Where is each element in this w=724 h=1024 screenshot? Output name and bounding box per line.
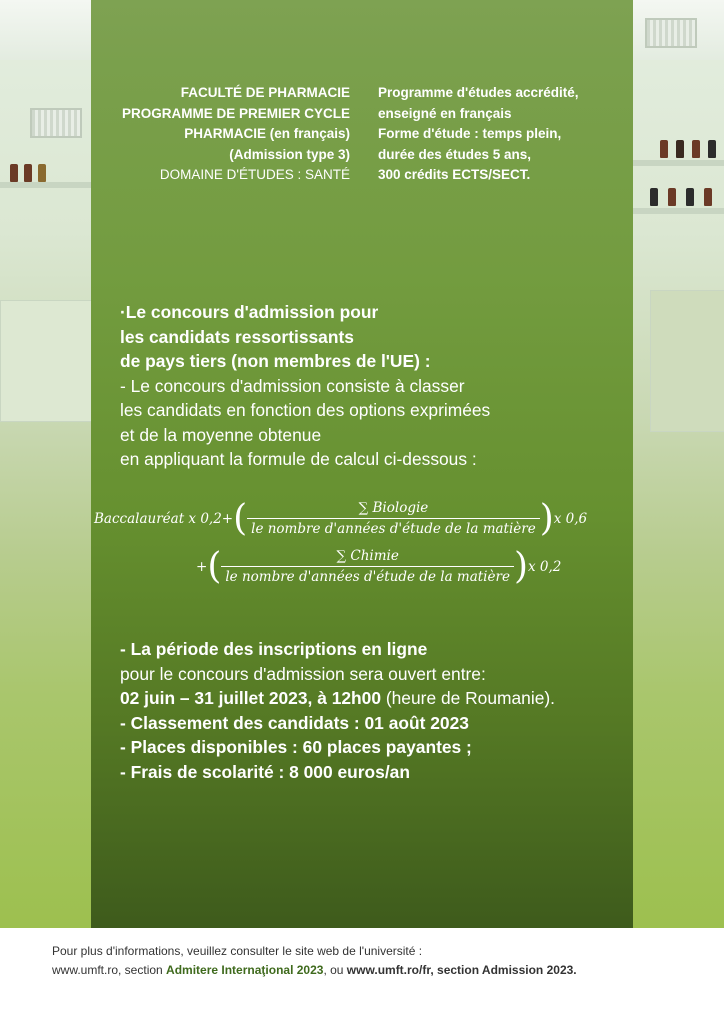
- places-line: - Places disponibles : 60 places payantes ;: [120, 737, 472, 757]
- study-form-line: Forme d'étude : temps plein,: [378, 126, 562, 141]
- close-paren: ): [539, 497, 554, 539]
- program-name: PHARMACIE (en français): [184, 126, 350, 141]
- footer-link-admission[interactable]: www.umft.ro/fr, section Admission 2023.: [346, 963, 577, 977]
- bottle: [708, 140, 716, 158]
- bottle: [686, 188, 694, 206]
- concours-body: en appliquant la formule de calcul ci-dessous :: [120, 449, 477, 469]
- bottle: [10, 164, 18, 182]
- program-level: PROGRAMME DE PREMIER CYCLE: [121, 105, 350, 121]
- accreditation-line: Programme d'études accrédité,: [378, 85, 579, 100]
- formula-term-baccalaureat: Baccalauréat x 0,2+: [94, 510, 234, 527]
- fraction-numerator: ∑ Biologie: [358, 500, 429, 516]
- bottle: [676, 140, 684, 158]
- study-domain: DOMAINE D'ÉTUDES : SANTÉ: [159, 167, 350, 182]
- concours-body: les candidats en fonction des options exprimées: [120, 400, 491, 420]
- duration-line: durée des études 5 ans,: [378, 146, 532, 162]
- inscriptions-timezone: (heure de Roumanie).: [381, 688, 556, 708]
- lab-cabinet: [650, 290, 724, 432]
- concours-title: ·Le concours d'admission pour: [120, 302, 379, 322]
- bottle: [650, 188, 658, 206]
- concours-body: et de la moyenne obtenue: [120, 424, 322, 445]
- inscriptions-intro: pour le concours d'admission sera ouvert entre:: [120, 663, 486, 684]
- footer-info: [52, 942, 712, 980]
- faculty-header: [80, 83, 350, 186]
- wall-shelf: [0, 182, 91, 188]
- inscriptions-section: [120, 637, 590, 784]
- faculty-name: FACULTÉ DE PHARMACIE: [180, 85, 350, 100]
- fraction-chimie: [221, 548, 514, 585]
- formula-row-1: [94, 497, 588, 539]
- inscriptions-dates: 02 juin – 31 juillet 2023, à 12h00: [120, 688, 382, 708]
- formula-coef: x 0,6: [553, 510, 588, 527]
- bottle: [704, 188, 712, 206]
- ceiling-vent: [30, 108, 82, 138]
- bottle: [668, 188, 676, 206]
- fraction-denominator: le nombre d'années d'étude de la matière: [221, 566, 514, 585]
- open-paren: (: [207, 545, 222, 587]
- bottle: [660, 140, 668, 158]
- wall-shelf: [633, 208, 724, 214]
- concours-title: les candidats ressortissants: [120, 326, 354, 347]
- inscriptions-title: - La période des inscriptions en ligne: [120, 639, 428, 659]
- wall-shelf: [633, 160, 724, 166]
- fraction-denominator: le nombre d'années d'étude de la matière: [247, 518, 540, 537]
- formula-row-2: [196, 545, 562, 587]
- footer-line-1: Pour plus d'informations, veuillez consulter le site web de l'université :: [52, 944, 423, 958]
- footer-line-2: [52, 961, 712, 980]
- close-paren: ): [513, 545, 528, 587]
- admission-type: (Admission type 3): [229, 146, 350, 162]
- concours-section: [120, 300, 590, 472]
- open-paren: (: [233, 497, 248, 539]
- inscriptions-dates-line: [120, 686, 590, 711]
- frais-line: - Frais de scolarité : 8 000 euros/an: [120, 761, 410, 782]
- formula-plus: +: [196, 558, 208, 575]
- bottle: [24, 164, 32, 182]
- footer-link-admitere[interactable]: Admitere Internaţional 2023: [166, 963, 324, 977]
- footer-or-text: , ou: [323, 963, 347, 977]
- credits-line: 300 crédits ECTS/SECT.: [378, 167, 531, 182]
- fraction-biologie: [247, 500, 540, 537]
- language-line: enseigné en français: [378, 105, 512, 121]
- footer-site-text: www.umft.ro, section: [52, 963, 167, 977]
- classement-line: - Classement des candidats : 01 août 2023: [120, 712, 469, 733]
- ceiling-vent: [645, 18, 697, 48]
- concours-body: - Le concours d'admission consiste à classer: [120, 375, 465, 396]
- fraction-numerator: ∑ Chimie: [336, 548, 399, 564]
- program-details: [378, 83, 638, 186]
- lab-cabinet: [0, 300, 93, 422]
- concours-title: de pays tiers (non membres de l'UE) :: [120, 351, 431, 371]
- formula-coef: x 0,2: [527, 558, 562, 575]
- bottle: [692, 140, 700, 158]
- bottle: [38, 164, 46, 182]
